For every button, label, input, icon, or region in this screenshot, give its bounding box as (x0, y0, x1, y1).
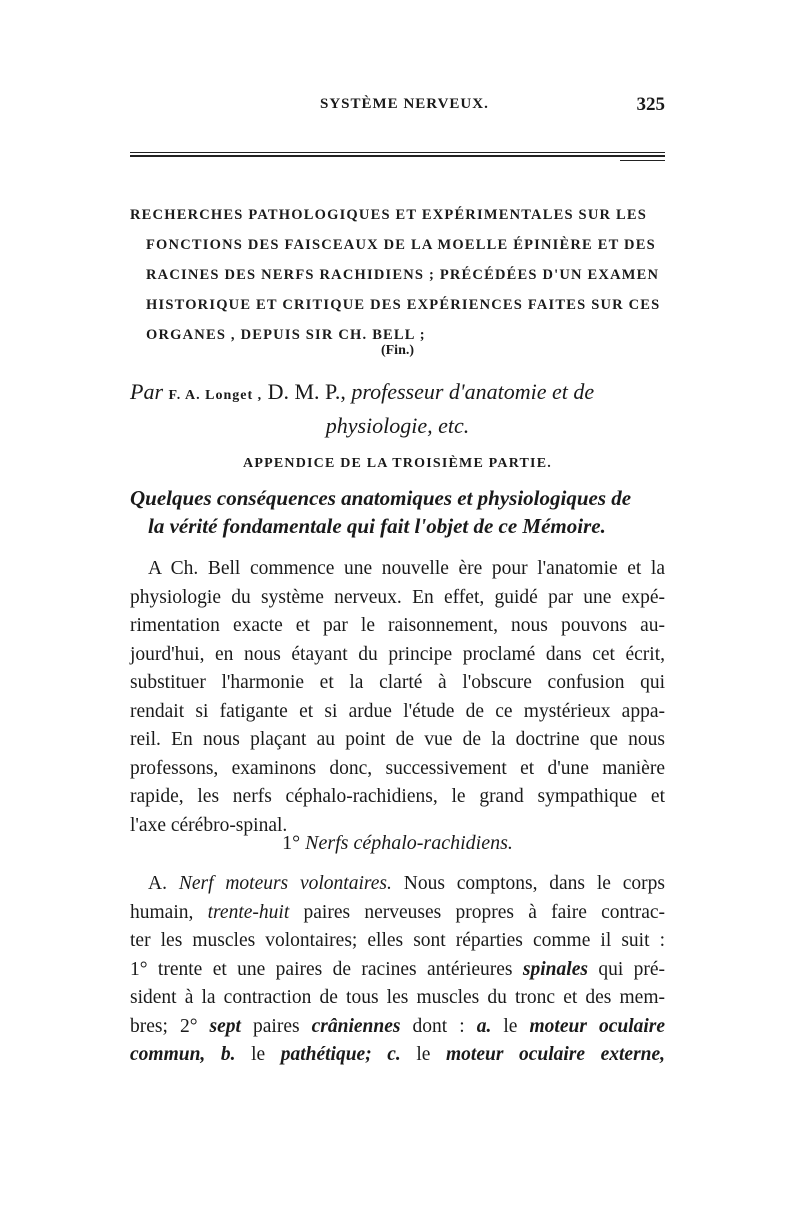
title-line: FONCTIONS DES FAISCEAUX DE LA MOELLE ÉPINIÈRE ET DES (146, 237, 656, 253)
text-run: 1° trente et une paires de racines antérieures (130, 958, 513, 980)
paragraph-line: substituer l'harmonie et la clarté à l'obscure confusion qui (130, 672, 665, 693)
italic-run: commun, (130, 1044, 206, 1065)
paragraph-line: jourd'hui, en nous étayant du principe proclamé dans cet écrit, (130, 643, 665, 665)
section-title: Nerfs céphalo-rachidiens. (305, 832, 513, 854)
paragraph-1 (130, 555, 665, 840)
author-name: F. A. Longet , (168, 388, 263, 403)
author-line (130, 377, 665, 441)
italic-run: c. (387, 1044, 401, 1065)
author-degree: D. M. P., (267, 379, 346, 404)
paragraph-line: l'axe cérébro-spinal. (130, 814, 288, 836)
section-heading (130, 832, 665, 855)
paragraph-line (130, 870, 665, 899)
header-rule (130, 152, 665, 153)
italic-run: Nerf moteurs volontaires. (178, 873, 392, 894)
paragraph-line: professons, examinons donc, successivement et d'une manière (130, 757, 665, 779)
author-par: Par (130, 379, 163, 404)
header-rule-short (620, 160, 665, 161)
appendix-subtitle (130, 484, 665, 540)
section-number: 1° (282, 832, 301, 854)
page-number: 325 (636, 94, 665, 115)
subtitle-line: Quelques conséquences anatomiques et physiologiques de (130, 486, 632, 510)
paragraph-line (130, 899, 665, 928)
title-line: RACINES DES NERFS RACHIDIENS ; PRÉCÉDÉES D'UN EXAMEN (146, 267, 660, 283)
paragraph-line: ter les muscles volontaires; elles sont réparties comme il suit : (130, 930, 665, 951)
text-run: le (503, 1015, 518, 1037)
text-run: dont : (412, 1015, 465, 1037)
appendix-heading: APPENDICE DE LA TROISIÈME PARTIE. (243, 456, 552, 471)
title-line: RECHERCHES PATHOLOGIQUES ET EXPÉRIMENTALES SUR LES (130, 207, 647, 223)
paragraph-line (130, 1041, 665, 1070)
italic-run: moteur oculaire externe, (446, 1044, 666, 1065)
paragraph-line: rimentation exacte et par le raisonnement, nous pouvons au- (130, 615, 665, 636)
paragraph-2 (130, 870, 665, 1070)
fin-note: (Fin.) (380, 343, 415, 358)
paragraph-line: physiologie du système nerveux. En effet, guidé par une expé- (130, 586, 665, 608)
paragraph-line: rendait si fatigante et si ardue l'étude de ce mystérieux appa- (130, 700, 665, 722)
text-run: paires (253, 1015, 300, 1037)
italic-run: trente-huit (207, 901, 290, 923)
text-run: Nous comptons, dans le corps (403, 873, 666, 894)
text-run: paires nerveuses propres à faire contrac- (303, 901, 665, 923)
paragraph-line: sident à la contraction de tous les muscles du tronc et des mem- (130, 987, 665, 1008)
paragraph-line: rapide, les nerfs céphalo-rachidiens, le grand sympathique et (130, 786, 665, 807)
paragraph-line: reil. En nous plaçant au point de vue de la doctrine que nous (130, 729, 665, 750)
italic-run: a. (476, 1015, 492, 1037)
running-title: SYSTÈME NERVEUX. (320, 96, 489, 112)
italic-run: moteur oculaire (529, 1015, 666, 1037)
header-rule-thick (130, 155, 665, 157)
italic-run: crâniennes (311, 1015, 401, 1037)
text-run: A. (148, 873, 167, 894)
author-role: professeur d'anatomie et de (351, 379, 595, 404)
italic-run: pathétique; (280, 1044, 372, 1065)
italic-run: spinales (522, 958, 588, 980)
italic-run: sept (209, 1015, 241, 1037)
paragraph-line (130, 956, 665, 985)
paragraph-line: A Ch. Bell commence une nouvelle ère pour l'anatomie et la (148, 558, 665, 579)
subtitle-line: la vérité fondamentale qui fait l'objet de ce Mémoire. (148, 514, 606, 538)
title-line: ORGANES , DEPUIS SIR CH. BELL ; (146, 327, 426, 343)
running-head (130, 96, 665, 122)
article-title (130, 200, 665, 350)
text-run: le (416, 1044, 431, 1065)
text-run: bres; 2° (130, 1015, 198, 1037)
italic-run: b. (220, 1044, 236, 1065)
author-role-cont: physiologie, etc. (325, 413, 470, 438)
text-run: le (251, 1044, 266, 1065)
text-run: qui pré- (598, 958, 666, 980)
paragraph-line (130, 1013, 665, 1042)
title-line: HISTORIQUE ET CRITIQUE DES EXPÉRIENCES FAITES SUR CES (146, 297, 661, 313)
text-run: humain, (130, 901, 194, 923)
